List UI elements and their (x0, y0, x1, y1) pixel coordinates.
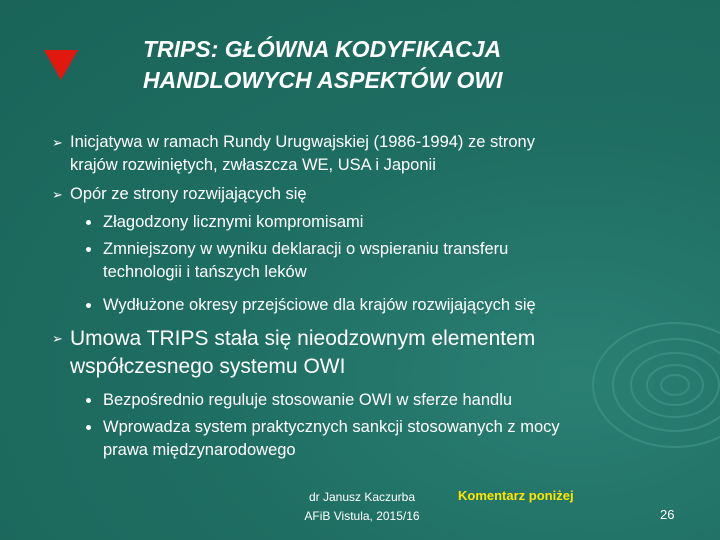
bullet-3 (70, 325, 690, 381)
author-affiliation: AFiB Vistula, 2015/16 (304, 509, 420, 523)
sub-item-4: Bezpośrednio reguluje stosowanie OWI w sferze handlu (103, 391, 513, 409)
arrow-bullet-icon: ➢ (52, 135, 63, 150)
round-bullet-icon (86, 303, 91, 308)
slide-title (143, 34, 663, 96)
bullet-1-line-1: Inicjatywa w ramach Rundy Urugwajskiej (1986-1994) ze strony (70, 133, 535, 151)
sub-item-3: Wydłużone okresy przejściowe dla krajów rozwijających się (103, 296, 536, 314)
sub-item-2 (103, 238, 703, 284)
sub-item-5-line-2: prawa międzynarodowego (103, 441, 296, 459)
bullet-1 (70, 131, 690, 177)
arrow-bullet-icon: ➢ (52, 187, 63, 202)
title-line-2: HANDLOWYCH ASPEKTÓW OWI (143, 67, 503, 93)
round-bullet-icon (86, 220, 91, 225)
sub-item-5-line-1: Wprowadza system praktycznych sankcji stosowanych z mocy (103, 418, 560, 436)
page-number: 26 (660, 507, 675, 522)
footer-author (282, 488, 442, 526)
red-triangle-icon (44, 50, 78, 80)
round-bullet-icon (86, 425, 91, 430)
bullet-3-line-1: Umowa TRIPS stała się nieodzownym elementem (70, 327, 536, 350)
round-bullet-icon (86, 398, 91, 403)
round-bullet-icon (86, 247, 91, 252)
sub-item-2-line-2: technologii i tańszych leków (103, 263, 307, 281)
author-name: dr Janusz Kaczurba (308, 490, 416, 504)
arrow-bullet-icon: ➢ (52, 331, 63, 346)
sub-item-2-line-1: Zmniejszony w wyniku deklaracji o wspieraniu transferu (103, 240, 509, 258)
title-line-1: TRIPS: GŁÓWNA KODYFIKACJA (143, 36, 502, 62)
sub-item-1: Złagodzony licznymi kompromisami (103, 213, 364, 231)
bullet-2: Opór ze strony rozwijających się (70, 185, 307, 203)
bullet-1-line-2: krajów rozwiniętych, zwłaszcza WE, USA i Japonii (70, 156, 436, 174)
sub-item-5 (103, 416, 703, 462)
comment-note: Komentarz poniżej (458, 488, 574, 503)
bullet-3-line-2: współczesnego systemu OWI (70, 355, 346, 378)
